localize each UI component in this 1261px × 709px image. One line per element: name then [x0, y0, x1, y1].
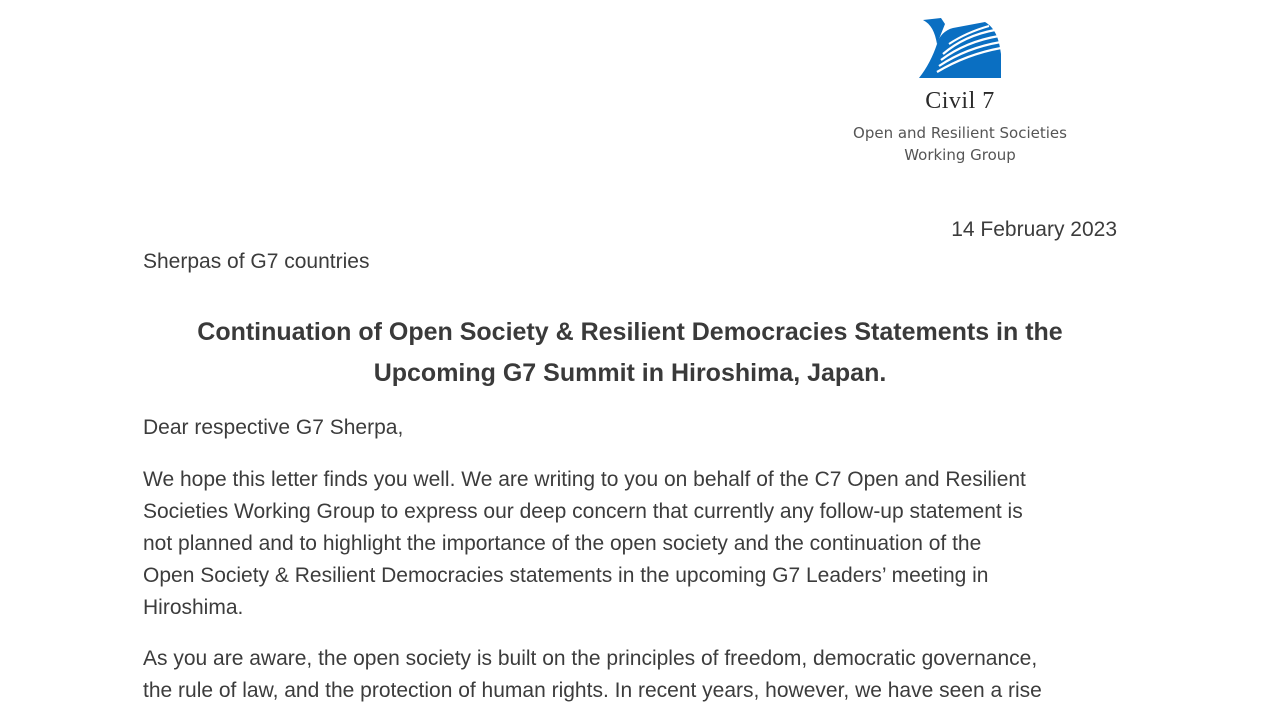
- letter-salutation: [143, 412, 1133, 444]
- paragraph-1-line: Hiroshima.: [143, 596, 244, 619]
- letter-title: [130, 312, 1130, 394]
- paragraph-1-line: not planned and to highlight the importance of the open society and the continuation of the: [143, 532, 982, 555]
- paragraph-2-line: the rule of law, and the protection of human rights. In recent years, however, we have seen a rise: [143, 679, 1042, 702]
- working-group-name: [820, 122, 1100, 166]
- working-group-line-1: Open and Resilient Societies: [853, 124, 1067, 142]
- c7-bird-logo-icon: [915, 14, 1005, 80]
- paragraph-1-line: Open Society & Resilient Democracies statements in the upcoming G7 Leaders’ meeting in: [143, 564, 989, 587]
- salutation-text: Dear respective G7 Sherpa,: [143, 416, 404, 439]
- title-line-1: Continuation of Open Society & Resilient Democracies Statements in the: [197, 318, 1063, 346]
- title-line-2: Upcoming G7 Summit in Hiroshima, Japan.: [373, 359, 887, 387]
- paragraph-1-line: We hope this letter finds you well. We are writing to you on behalf of the C7 Open and Resilient: [143, 468, 1026, 491]
- paragraph-2-line: As you are aware, the open society is built on the principles of freedom, democratic governance,: [143, 647, 1038, 670]
- organization-name: Civil 7: [925, 88, 995, 114]
- letter-recipient: Sherpas of G7 countries: [143, 250, 370, 273]
- organization-logo: [820, 14, 1100, 166]
- paragraph-1: [143, 464, 1133, 624]
- letter-date: 14 February 2023: [951, 218, 1117, 241]
- paragraph-1-line: Societies Working Group to express our deep concern that currently any follow-up statement is: [143, 500, 1023, 523]
- paragraph-2: [143, 643, 1133, 707]
- working-group-line-2: Working Group: [904, 146, 1016, 164]
